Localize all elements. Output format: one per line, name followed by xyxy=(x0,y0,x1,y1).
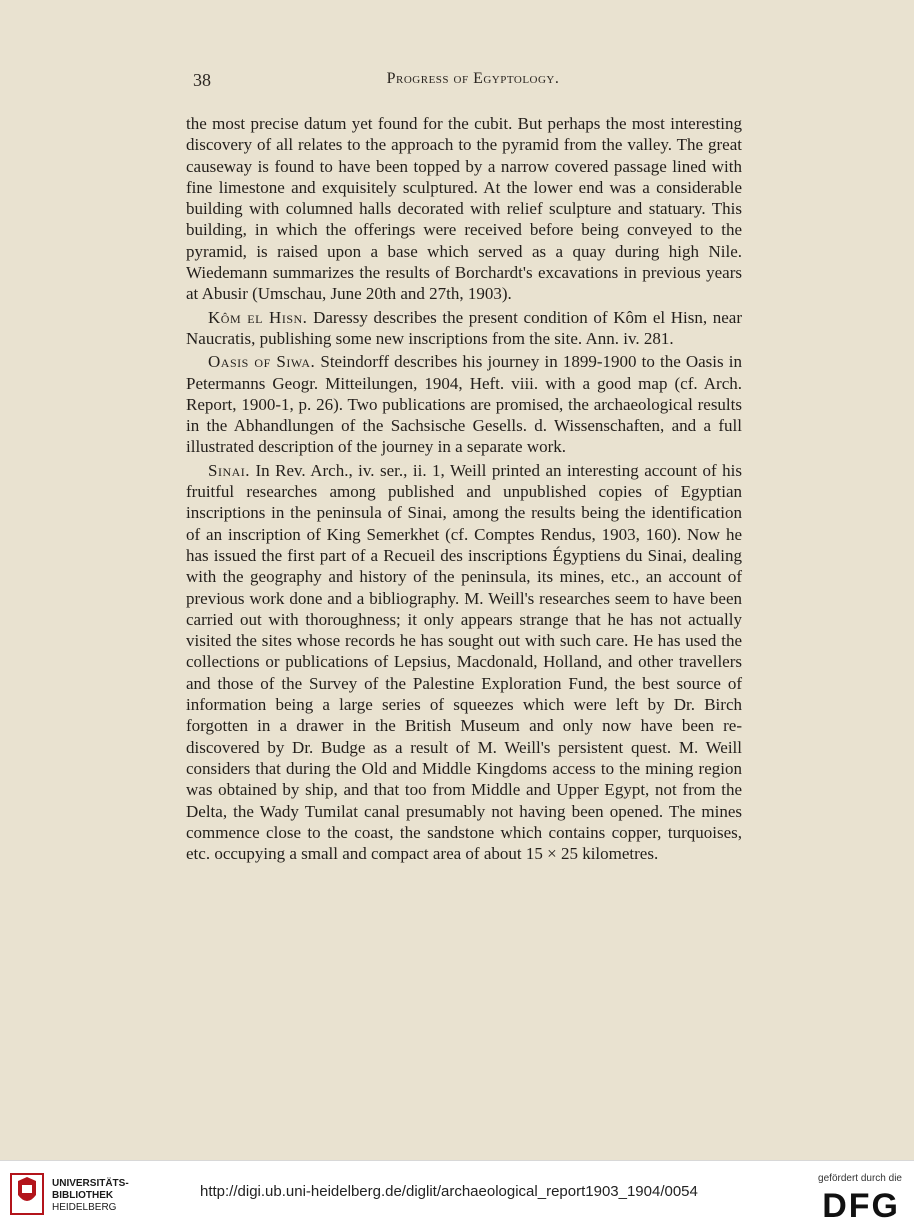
library-name: UNIVERSITÄTS- BIBLIOTHEK HEIDELBERG xyxy=(52,1178,129,1213)
paragraph-heading: Kôm el Hisn. xyxy=(208,307,308,327)
paragraph-text: Steindorff describes his journey in 1899-1900 to the Oasis in Petermanns Geogr. Mitteilungen, 1904, Heft. viii. with a good map (cf. Arch. Report, 1900-1, p. 26). Two publications are promised, the archaeological results in the Abhandlungen of the Sachsische Gesells. d. Wissenschaften, and a full illustrated description of the journey in a separate work. xyxy=(186,352,742,457)
paragraph xyxy=(186,307,742,350)
paragraph xyxy=(186,351,742,457)
dfg-logo: DFG xyxy=(822,1187,900,1225)
viewer-footer xyxy=(0,1160,914,1229)
paragraph xyxy=(186,460,742,865)
permalink-url[interactable]: http://digi.ub.uni-heidelberg.de/diglit/archaeological_report1903_1904/0054 xyxy=(200,1183,698,1200)
university-library-logo-icon xyxy=(10,1173,44,1215)
page-header xyxy=(193,70,753,94)
paragraph xyxy=(186,113,742,305)
page-number: 38 xyxy=(193,70,211,90)
paragraph-heading: Oasis of Siwa. xyxy=(208,352,316,372)
body-text xyxy=(186,113,742,864)
funding-caption: gefördert durch die xyxy=(818,1173,902,1184)
paragraph-text: In Rev. Arch., iv. ser., ii. 1, Weill printed an interesting account of his fruitful researches among published and unpublished copies of Egyptian inscriptions in the peninsula of Sinai, among the results being the identification of an inscription of King Semerkhet (cf. Comptes Rendus, 1903, 160). Now he has issued the first part of a Recueil des inscriptions Égyptiens du Sinai, dealing with the geography and history of the peninsula, its mines, etc., an account of previous work done and a bibliography. M. Weill's researches seem to have been carried out with thoroughness; it only appears strange that he has not actually visited the sites whose records he has sought out with such care. He has used the collections or publications of Lepsius, Macdonald, Holland, and other travellers and those of the Survey of the Palestine Exploration Fund, the best source of information being a large series of squeezes which were left by Dr. Birch forgotten in a drawer in the British Museum and only now have been re-discovered by Dr. Budge as a result of M. Weill's persistent quest. M. Weill considers that during the Old and Middle Kingdoms access to the mining region was obtained by ship, and that too from Middle and Upper Egypt, not from the Delta, the Wady Tumilat canal presumably not having been opened. The mines commence close to the coast, the sandstone which contains copper, turquoises, etc. occupying a small and compact area of about 15 × 25 kilometres. xyxy=(186,460,742,864)
paragraph-text: the most precise datum yet found for the cubit. But perhaps the most interesting discovery of all relates to the approach to the pyramid from the valley. The great causeway is found to have been topped by a narrow covered passage lined with fine limestone and exquisitely sculptured. At the lower end was a considerable building with columned halls decorated with relief sculpture and statuary. This building, in which the offerings were received before being conveyed to the pyramid, is raised upon a base which served as a quay during high Nile. Wiedemann summarizes the results of Borchardt's excavations in previous years at Abusir (Umschau, June 20th and 27th, 1903). xyxy=(186,114,742,304)
running-title: Progress of Egyptology. xyxy=(386,70,560,87)
paragraph-heading: Sinai. xyxy=(208,460,251,480)
paragraph-text: Daressy describes the present condition of Kôm el Hisn, near Naucratis, publishing some new inscriptions from the site. Ann. iv. 281. xyxy=(186,307,743,348)
